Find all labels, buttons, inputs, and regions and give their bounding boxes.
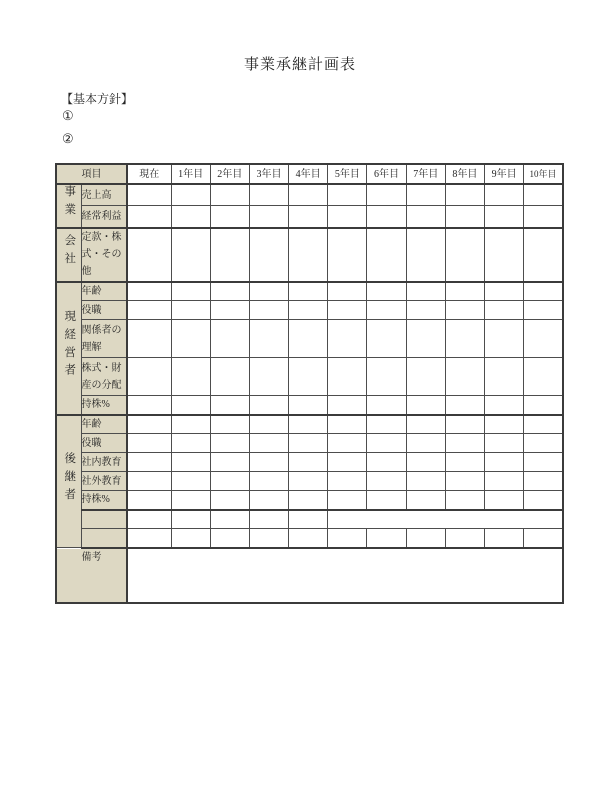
row-label-external-training: 社外教育 — [81, 472, 127, 491]
table-row — [56, 396, 563, 415]
header-year-9: 9年目 — [485, 164, 524, 184]
header-year-3: 3年目 — [249, 164, 288, 184]
data-cell — [171, 434, 210, 453]
data-cell — [367, 472, 406, 491]
data-cell — [328, 434, 367, 453]
data-cell — [406, 301, 445, 320]
data-cell — [524, 491, 563, 510]
data-cell — [289, 529, 328, 548]
data-cell — [406, 228, 445, 282]
group-cell-business — [56, 184, 81, 228]
group-cell-company — [56, 228, 81, 282]
header-current: 現在 — [127, 164, 171, 184]
data-cell — [328, 184, 367, 206]
data-cell — [367, 434, 406, 453]
data-cell — [127, 510, 171, 529]
basic-policy-item-1: ① — [62, 108, 74, 123]
data-cell — [127, 491, 171, 510]
row-label-blank — [81, 510, 127, 529]
data-cell — [289, 472, 328, 491]
data-cell — [171, 282, 210, 301]
header-item: 項目 — [56, 164, 127, 184]
data-cell — [328, 358, 367, 396]
data-cell — [171, 491, 210, 510]
data-cell — [367, 491, 406, 510]
data-cell — [171, 472, 210, 491]
group-label: 後継者 — [63, 451, 76, 506]
group-cell-successor — [56, 415, 81, 548]
table-row — [56, 301, 563, 320]
data-cell — [127, 434, 171, 453]
group-label: 現経営者 — [63, 309, 76, 381]
data-cell — [210, 228, 249, 282]
data-cell — [485, 358, 524, 396]
data-cell — [328, 282, 367, 301]
table-row — [56, 184, 563, 206]
group-label: 事業 — [63, 185, 76, 221]
data-cell — [171, 228, 210, 282]
data-cell — [445, 206, 484, 228]
data-cell — [367, 301, 406, 320]
data-cell — [210, 358, 249, 396]
data-cell — [445, 228, 484, 282]
data-cell — [210, 491, 249, 510]
data-cell — [127, 282, 171, 301]
row-label-age: 年齢 — [81, 282, 127, 301]
table-row — [56, 453, 563, 472]
table-row — [56, 320, 563, 358]
data-cell — [406, 184, 445, 206]
data-cell — [249, 434, 288, 453]
table-row — [56, 206, 563, 228]
table-row — [56, 415, 563, 434]
data-cell — [485, 415, 524, 434]
data-cell — [367, 228, 406, 282]
data-cell — [485, 184, 524, 206]
data-cell — [127, 529, 171, 548]
data-cell — [445, 415, 484, 434]
data-cell — [249, 472, 288, 491]
data-cell — [406, 358, 445, 396]
data-cell — [328, 228, 367, 282]
group-cell-current-manager — [56, 282, 81, 415]
data-cell — [367, 282, 406, 301]
row-label-shareholding-pct: 持株% — [81, 396, 127, 415]
data-cell — [485, 228, 524, 282]
data-cell — [524, 320, 563, 358]
data-cell — [171, 396, 210, 415]
data-cell — [249, 320, 288, 358]
data-cell — [524, 301, 563, 320]
table-row — [56, 358, 563, 396]
data-cell — [328, 529, 367, 548]
header-year-4: 4年目 — [289, 164, 328, 184]
data-cell — [289, 206, 328, 228]
data-cell — [249, 453, 288, 472]
data-cell — [524, 228, 563, 282]
row-label-stakeholder-understanding: 関係者の理解 — [81, 320, 127, 358]
row-label-sales: 売上高 — [81, 184, 127, 206]
data-cell — [127, 472, 171, 491]
data-cell — [328, 206, 367, 228]
data-cell — [127, 184, 171, 206]
data-cell — [485, 206, 524, 228]
data-cell — [171, 320, 210, 358]
data-cell — [524, 206, 563, 228]
table-row-empty — [56, 529, 563, 548]
data-cell — [289, 228, 328, 282]
data-cell — [367, 320, 406, 358]
data-cell — [127, 453, 171, 472]
data-cell — [249, 184, 288, 206]
succession-plan-table — [55, 163, 564, 604]
data-cell — [289, 358, 328, 396]
data-cell — [524, 529, 563, 548]
data-cell — [289, 453, 328, 472]
table-row — [56, 472, 563, 491]
data-cell — [406, 491, 445, 510]
data-cell — [445, 396, 484, 415]
data-cell — [524, 453, 563, 472]
data-cell — [524, 415, 563, 434]
data-cell — [127, 358, 171, 396]
row-label-age: 年齢 — [81, 415, 127, 434]
data-cell — [249, 301, 288, 320]
data-cell — [210, 301, 249, 320]
data-cell — [328, 472, 367, 491]
notes-area — [127, 548, 563, 603]
data-cell — [249, 358, 288, 396]
data-cell — [524, 396, 563, 415]
data-cell — [127, 206, 171, 228]
data-cell — [289, 434, 328, 453]
data-cell — [406, 453, 445, 472]
data-cell — [485, 491, 524, 510]
data-cell — [289, 282, 328, 301]
data-cell — [524, 358, 563, 396]
data-cell — [127, 320, 171, 358]
header-year-10: 10年目 — [524, 164, 563, 184]
data-cell — [328, 320, 367, 358]
data-cell — [367, 184, 406, 206]
data-cell — [289, 491, 328, 510]
data-cell — [210, 453, 249, 472]
data-cell — [171, 184, 210, 206]
data-cell — [210, 206, 249, 228]
data-cell — [367, 453, 406, 472]
data-cell — [445, 434, 484, 453]
data-cell — [289, 396, 328, 415]
row-label-ordinary-profit: 経常利益 — [81, 206, 127, 228]
data-cell — [445, 184, 484, 206]
data-cell — [328, 491, 367, 510]
basic-policy-heading: 【基本方針】 — [61, 92, 134, 106]
data-cell — [127, 228, 171, 282]
row-label-position: 役職 — [81, 301, 127, 320]
data-cell — [171, 206, 210, 228]
data-cell — [249, 510, 288, 529]
data-cell — [367, 415, 406, 434]
data-cell — [406, 320, 445, 358]
row-label-internal-training: 社内教育 — [81, 453, 127, 472]
data-cell — [445, 453, 484, 472]
data-cell — [171, 415, 210, 434]
data-cell — [445, 529, 484, 548]
data-cell — [210, 396, 249, 415]
data-cell — [367, 529, 406, 548]
data-cell — [171, 301, 210, 320]
header-year-8: 8年目 — [445, 164, 484, 184]
data-cell — [445, 358, 484, 396]
data-cell — [289, 301, 328, 320]
data-cell — [406, 206, 445, 228]
data-cell — [328, 453, 367, 472]
data-cell — [485, 453, 524, 472]
data-cell — [406, 434, 445, 453]
row-label-shareholding-pct: 持株% — [81, 491, 127, 510]
header-year-5: 5年目 — [328, 164, 367, 184]
data-cell — [406, 396, 445, 415]
data-cell — [171, 453, 210, 472]
data-cell — [328, 415, 367, 434]
data-cell — [249, 415, 288, 434]
data-cell — [328, 301, 367, 320]
notes-label: 備考 — [56, 548, 127, 603]
page-title: 事業承継計画表 — [243, 57, 356, 73]
data-cell — [328, 396, 367, 415]
data-cell — [485, 282, 524, 301]
table-row — [56, 282, 563, 301]
data-cell — [524, 282, 563, 301]
data-cell — [127, 415, 171, 434]
data-cell — [171, 529, 210, 548]
table-row — [56, 491, 563, 510]
data-cell — [406, 282, 445, 301]
header-year-2: 2年目 — [210, 164, 249, 184]
data-cell — [524, 434, 563, 453]
data-cell — [171, 510, 210, 529]
data-cell — [485, 320, 524, 358]
data-cell — [485, 301, 524, 320]
header-year-7: 7年目 — [406, 164, 445, 184]
row-label-articles-shares-other: 定款・株式・その他 — [81, 228, 127, 282]
data-cell — [367, 206, 406, 228]
data-cell — [210, 320, 249, 358]
data-cell — [210, 282, 249, 301]
data-cell — [249, 529, 288, 548]
data-cell — [445, 320, 484, 358]
data-cell — [406, 529, 445, 548]
data-cell — [210, 415, 249, 434]
table-header-row — [56, 164, 563, 184]
data-cell — [406, 472, 445, 491]
data-cell — [210, 434, 249, 453]
data-cell — [524, 472, 563, 491]
data-cell — [289, 510, 328, 529]
data-cell — [445, 472, 484, 491]
data-cell — [445, 282, 484, 301]
data-cell — [406, 415, 445, 434]
data-cell — [485, 472, 524, 491]
header-year-1: 1年目 — [171, 164, 210, 184]
table-row-empty — [56, 510, 563, 529]
data-cell — [127, 396, 171, 415]
data-cell — [289, 184, 328, 206]
data-cell — [289, 415, 328, 434]
data-cell — [171, 358, 210, 396]
data-cell — [445, 301, 484, 320]
data-cell — [249, 282, 288, 301]
row-label-share-asset-distribution: 株式・財産の分配 — [81, 358, 127, 396]
data-cell — [367, 396, 406, 415]
data-cell — [524, 184, 563, 206]
data-cell — [249, 206, 288, 228]
data-cell — [210, 510, 249, 529]
data-cell — [249, 396, 288, 415]
data-cell — [127, 301, 171, 320]
data-cell — [485, 396, 524, 415]
row-label-position: 役職 — [81, 434, 127, 453]
data-cell — [485, 529, 524, 548]
data-cell — [210, 184, 249, 206]
data-cell — [210, 472, 249, 491]
data-cell — [289, 320, 328, 358]
basic-policy-item-2: ② — [62, 131, 74, 146]
data-cell — [485, 434, 524, 453]
header-year-6: 6年目 — [367, 164, 406, 184]
table-row — [56, 434, 563, 453]
data-cell — [210, 529, 249, 548]
row-label-blank — [81, 529, 127, 548]
data-cell — [249, 491, 288, 510]
data-cell — [249, 228, 288, 282]
data-cell — [367, 358, 406, 396]
table-row — [56, 228, 563, 282]
data-cell — [445, 491, 484, 510]
data-cell-merged — [328, 510, 563, 529]
notes-row — [56, 548, 563, 603]
group-label: 会社 — [63, 233, 76, 270]
